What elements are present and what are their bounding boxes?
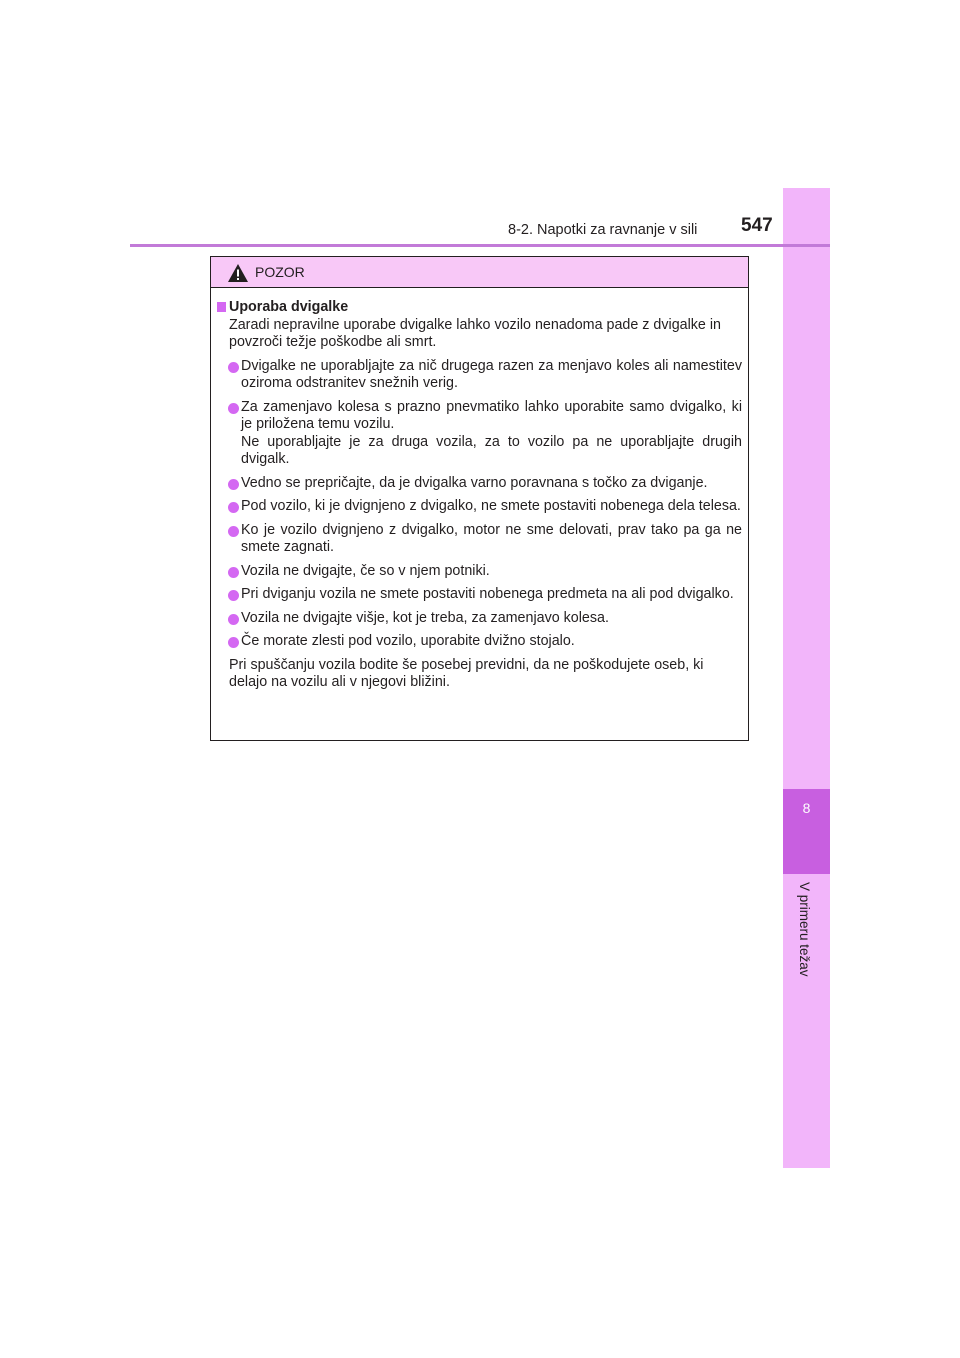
header-rule xyxy=(130,244,830,247)
warning-content xyxy=(217,299,742,692)
bullet-dot-icon xyxy=(228,479,239,490)
list-item xyxy=(217,633,742,651)
list-item xyxy=(217,358,742,393)
chapter-title: V primeru težav xyxy=(797,882,812,977)
bullet-list xyxy=(217,358,742,651)
chapter-number: 8 xyxy=(802,800,811,816)
bullet-dot-icon xyxy=(228,614,239,625)
warning-triangle-icon xyxy=(227,263,249,283)
list-item-text: Za zamenjavo kolesa s prazno pnevmatiko lahko uporabite samo dvigalko, ki je priložena temu vozilu. xyxy=(241,398,742,432)
list-item-text: Dvigalke ne uporabljajte za nič drugega razen za menjavo koles ali namestitev oziroma odstranitev snežnih verig. xyxy=(241,357,742,391)
list-item xyxy=(217,399,742,469)
list-item-text: Pod vozilo, ki je dvignjeno z dvigalko, ne smete postaviti nobenega dela telesa. xyxy=(241,498,741,514)
list-item xyxy=(217,610,742,628)
warning-header xyxy=(211,257,748,288)
warning-label: POZOR xyxy=(255,264,305,280)
list-item xyxy=(217,522,742,557)
list-item-text: Vozila ne dvigajte, če so v njem potniki. xyxy=(241,562,490,579)
bullet-dot-icon xyxy=(228,567,239,578)
bullet-dot-icon xyxy=(228,403,239,414)
intro-paragraph: Zaradi nepravilne uporabe dvigalke lahko vozilo nenadoma pade z dvigalke in povzroči težje poškodbe ali smrt. xyxy=(229,316,721,350)
bullet-dot-icon xyxy=(228,526,239,537)
square-bullet-icon xyxy=(217,302,226,312)
warning-box xyxy=(210,256,749,741)
list-item xyxy=(217,498,742,516)
list-item-text: Vozila ne dvigajte višje, kot je treba, za zamenjavo kolesa. xyxy=(241,609,609,626)
list-item xyxy=(217,563,742,581)
bullet-dot-icon xyxy=(228,502,239,513)
list-item-text: Pri dviganju vozila ne smete postaviti nobenega predmeta na ali pod dvigalko. xyxy=(241,586,734,602)
closing-paragraph: Pri spuščanju vozila bodite še posebej previdni, da ne poškodujete oseb, ki delajo na vozilu ali v njegovi bližini. xyxy=(229,656,704,690)
list-item xyxy=(217,475,742,493)
side-tab xyxy=(783,188,830,1168)
bullet-dot-icon xyxy=(228,637,239,648)
section-title xyxy=(217,299,742,317)
list-item xyxy=(217,586,742,604)
page-number: 547 xyxy=(741,215,773,236)
list-item-text: Vedno se prepričajte, da je dvigalka varno poravnana s točko za dviganje. xyxy=(241,474,708,491)
section-title-text: Uporaba dvigalke xyxy=(229,299,349,315)
list-item-text: Če morate zlesti pod vozilo, uporabite dvižno stojalo. xyxy=(241,633,575,649)
bullet-dot-icon xyxy=(228,362,239,373)
list-item-text-continued: Ne uporabljajte je za druga vozila, za to vozilo pa ne uporabljajte drugih dvigalk. xyxy=(241,433,742,467)
bullet-dot-icon xyxy=(228,590,239,601)
section-header: 8-2. Napotki za ravnanje v sili xyxy=(508,222,698,238)
list-item-text: Ko je vozilo dvignjeno z dvigalko, motor ne sme delovati, prav tako pa ga ne smete zagnati. xyxy=(241,521,742,555)
